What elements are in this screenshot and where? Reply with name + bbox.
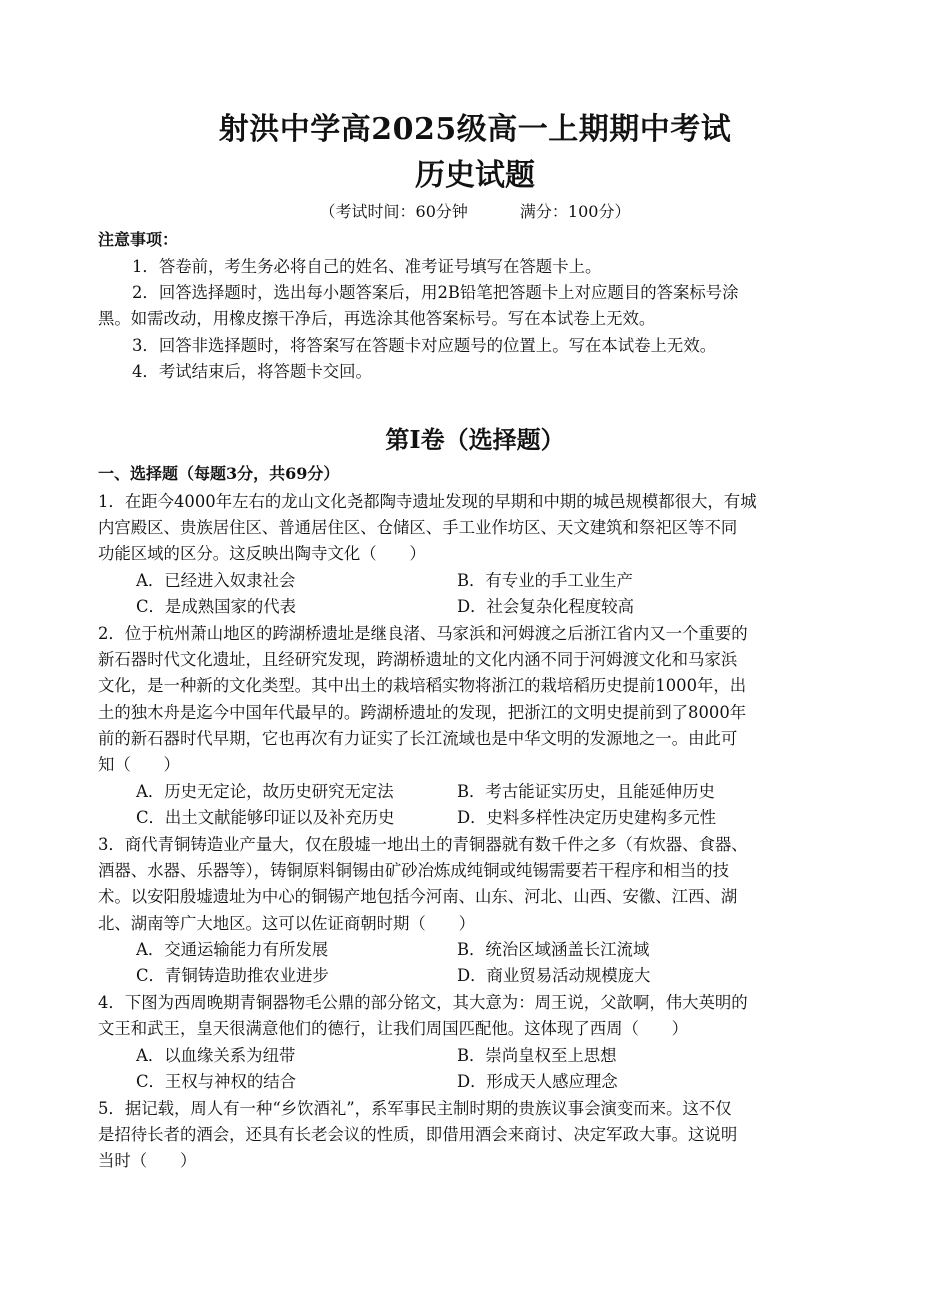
- option-b: B．有专业的手工业生产: [457, 571, 633, 590]
- section-title: 第I卷（选择题）: [385, 425, 565, 454]
- option-c: C．青铜铸造助推农业进步: [136, 966, 329, 986]
- question-line: 文王和武王，皇天很满意他们的德行，让我们周国匹配他。这体现了西周（ ）: [98, 1019, 689, 1039]
- notice-item-3: 3．回答非选择题时，将答案写在答题卡对应题号的位置上。写在本试卷上无效。: [132, 335, 717, 355]
- question-line: 当时（ ）: [98, 1151, 197, 1171]
- question-4-options: [136, 1043, 856, 1095]
- option-a: A．历史无定论，故历史研究无定法: [136, 782, 394, 801]
- notice-heading: 注意事项：: [98, 230, 179, 249]
- question-line: 知（ ）: [98, 755, 180, 775]
- question-line: 是招待长者的酒会，还具有长老会议的性质，即借用酒会来商讨、决定军政大事。这说明: [98, 1125, 738, 1145]
- question-5-stem: [98, 1096, 853, 1175]
- question-line: 北、湖南等广大地区。这可以佐证商朝时期（ ）: [98, 913, 475, 933]
- option-b: B．崇尚皇权至上思想: [457, 1046, 617, 1065]
- question-line: 1．在距今4000年左右的龙山文化尧都陶寺遗址发现的早期和中期的城邑规模都很大，有城: [98, 492, 757, 511]
- notice-list: [98, 254, 853, 385]
- notice-item-1: 1．答卷前，考生务必将自己的姓名、准考证号填写在答题卡上。: [132, 257, 602, 276]
- notice-item-2: 2．回答选择题时，选出每小题答案后，用2B铅笔把答题卡上对应题目的答案标号涂: [132, 283, 739, 303]
- exam-title: 射洪中学高2025级高一上期期中考试: [218, 112, 732, 147]
- question-2-stem: [98, 621, 853, 778]
- option-b: B．考古能证实历史，且能延伸历史: [457, 782, 715, 801]
- question-line: 酒器、水器、乐器等），铸铜原料铜锡由矿砂冶炼成纯铜或纯锡需要若干程序和相当的技: [98, 861, 730, 881]
- exam-time: （考试时间：60分钟: [319, 202, 468, 221]
- notice-item-4: 4．考试结束后，将答题卡交回。: [132, 361, 372, 381]
- question-line: 前的新石器时代早期，它也再次有力证实了长江流域也是中华文明的发源地之一。由此可: [98, 728, 738, 748]
- question-1-stem: [98, 489, 853, 568]
- question-line: 术。以安阳殷墟遗址为中心的铜锡产地包括今河南、山东、河北、山西、安徽、江西、湖: [98, 887, 738, 907]
- question-2-options: [136, 779, 856, 831]
- option-a: A．交通运输能力有所发展: [136, 940, 329, 959]
- question-line: 2．位于杭州萧山地区的跨湖桥遗址是继良渚、马家浜和河姆渡之后浙江省内又一个重要的: [98, 624, 748, 643]
- section-subtitle: 一、选择题（每题3分，共69分）: [98, 464, 340, 483]
- option-c: C．出土文献能够印证以及补充历史: [136, 808, 395, 828]
- question-line: 5．据记载，周人有一种“乡饮酒礼”，系军事民主制时期的贵族议事会演变而来。这不仅: [98, 1099, 732, 1118]
- option-d: D．史料多样性决定历史建构多元性: [457, 808, 716, 828]
- option-d: D．社会复杂化程度较高: [457, 597, 635, 617]
- option-a: A．以血缘关系为纽带: [136, 1046, 296, 1065]
- full-score: 满分：100分）: [519, 202, 631, 221]
- question-line: 新石器时代文化遗址，且经研究发现，跨湖桥遗址的文化内涵不同于河姆渡文化和马家浜: [98, 650, 738, 670]
- question-3-stem: [98, 832, 853, 937]
- question-line: 3．商代青铜铸造业产量大，仅在殷墟一地出土的青铜器就有数千件之多（有炊器、食器、: [98, 835, 748, 854]
- option-b: B．统治区域涵盖长江流域: [457, 940, 650, 959]
- option-d: D．商业贸易活动规模庞大: [457, 966, 651, 986]
- exam-subject-title: 历史试题: [415, 158, 535, 193]
- question-1-options: [136, 568, 856, 620]
- question-line: 4．下图为西周晚期青铜器物毛公鼎的部分铭文，其大意为：周王说，父歆啊，伟大英明的: [98, 993, 748, 1012]
- option-c: C．是成熟国家的代表: [136, 597, 297, 617]
- question-line: 内宫殿区、贵族居住区、普通居住区、仓储区、手工业作坊区、天文建筑和祭祀区等不同: [98, 518, 738, 538]
- option-a: A．已经进入奴隶社会: [136, 571, 296, 590]
- question-line: 功能区域的区分。这反映出陶寺文化（ ）: [98, 544, 426, 564]
- option-c: C．王权与神权的结合: [136, 1072, 297, 1092]
- exam-meta: [0, 200, 950, 224]
- question-3-options: [136, 937, 856, 989]
- question-4-stem: [98, 990, 853, 1042]
- notice-item-2-cont: 黑。如需改动，用橡皮擦干净后，再选涂其他答案标号。写在本试卷上无效。: [98, 309, 656, 329]
- option-d: D．形成天人感应理念: [457, 1072, 618, 1092]
- question-line: 土的独木舟是迄今中国年代最早的。跨湖桥遗址的发现，把浙江的文明史提前到了8000年: [98, 702, 747, 722]
- question-line: 文化，是一种新的文化类型。其中出土的栽培稻实物将浙江的栽培稻历史提前1000年，出: [98, 676, 747, 696]
